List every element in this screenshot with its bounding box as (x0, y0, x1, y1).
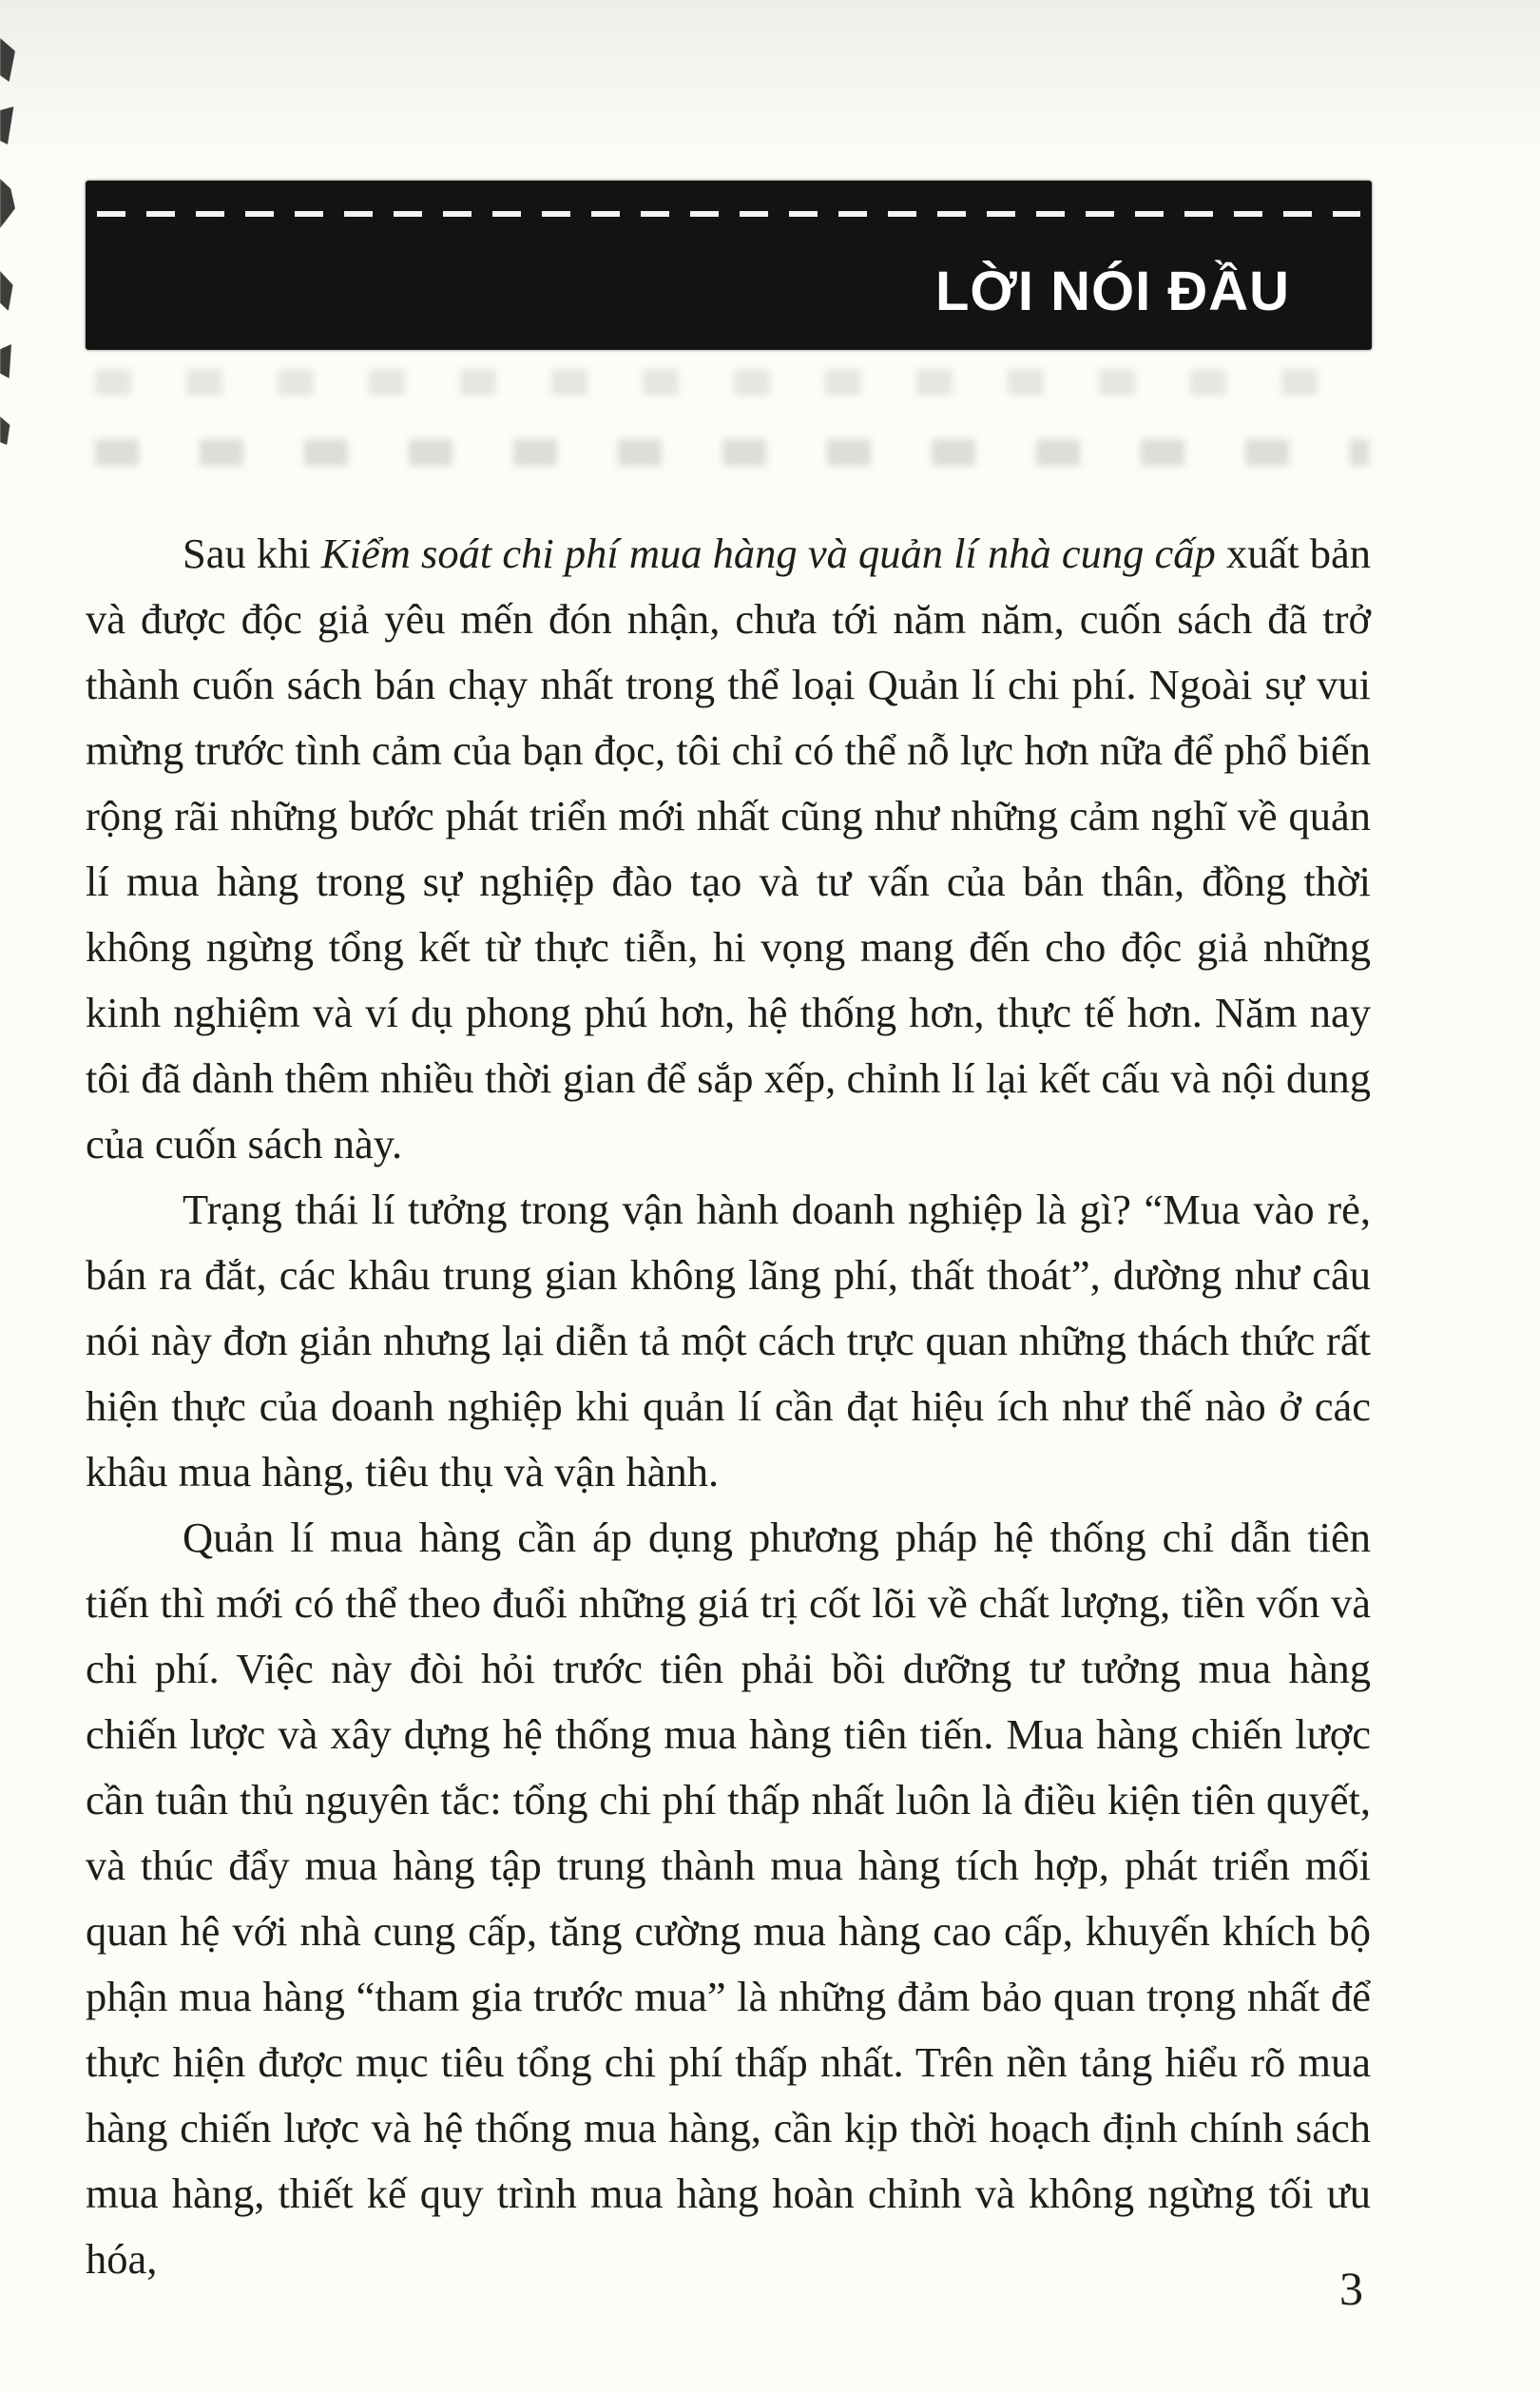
scan-artifact (0, 38, 15, 82)
chapter-header-band (86, 181, 1372, 350)
book-title-reference: Kiểm soát chi phí mua hàng và quản lí nhà cung cấp (320, 530, 1216, 577)
scan-artifact (0, 179, 15, 228)
paragraph: Trạng thái lí tưởng trong vận hành doanh nghiệp là gì? “Mua vào rẻ, bán ra đắt, các khâu trung gian không lãng phí, thất thoát”, dường như câu nói này đơn giản nhưng lại diễn tả một cách trực quan những thách thức rất hiện thực của doanh nghiệp khi quản lí cần đạt hiệu ích như thế nào ở các khâu mua hàng, tiêu thụ và vận hành. (86, 1186, 1371, 1495)
scan-artifact (0, 344, 15, 378)
paragraph-text: xuất bản và được độc giả yêu mến đón nhận, chưa tới năm năm, cuốn sách đã trở thành cuốn sách bán chạy nhất trong thể loại Quản lí chi phí. Ngoài sự vui mừng trước tình cảm của bạn đọc, tôi chỉ có thể nỗ lực hơn nữa để phổ biến rộng rãi những bước phát triển mới nhất cũng như những cảm nghĩ về quản lí mua hàng trong sự nghiệp đào tạo và tư vấn của bản thân, đồng thời không ngừng tổng kết từ thực tiễn, hi vọng mang đến cho độc giả những kinh nghiệm và ví dụ phong phú hơn, hệ thống hơn, thực tế hơn. Năm nay tôi đã dành thêm nhiều thời gian để sắp xếp, chỉnh lí lại kết cấu và nội dung của cuốn sách này. (86, 530, 1371, 1167)
scan-artifact (0, 416, 15, 445)
paragraph: Quản lí mua hàng cần áp dụng phương pháp hệ thống chỉ dẫn tiên tiến thì mới có thể theo đuổi những giá trị cốt lõi về chất lượng, tiền vốn và chi phí. Việc này đòi hỏi trước tiên phải bồi dưỡng tư tưởng mua hàng chiến lược và xây dựng hệ thống mua hàng tiên tiến. Mua hàng chiến lược cần tuân thủ nguyên tắc: tổng chi phí thấp nhất luôn là điều kiện tiên quyết, và thúc đẩy mua hàng tập trung thành mua hàng tích hợp, phát triển mối quan hệ với nhà cung cấp, tăng cường mua hàng cao cấp, khuyến khích bộ phận mua hàng “tham gia trước mua” là những đảm bảo quan trọng nhất để thực hiện được mục tiêu tổng chi phí thấp nhất. Trên nền tảng hiểu rõ mua hàng chiến lược và hệ thống mua hàng, cần kịp thời hoạch định chính sách mua hàng, thiết kế quy trình mua hàng hoàn chỉnh và không ngừng tối ưu hóa, (86, 1514, 1371, 2283)
page-number: 3 (1339, 2262, 1363, 2315)
dashed-divider (97, 211, 1360, 217)
chapter-title: LỜI NÓI ĐẦU (934, 260, 1290, 322)
paragraph-text: Sau khi (183, 530, 321, 577)
scan-artifact (0, 271, 15, 311)
paragraph (86, 521, 1371, 1177)
bleed-through-artifact (95, 369, 1369, 395)
scan-artifact (0, 106, 15, 145)
body-text (86, 521, 1371, 2292)
bleed-through-artifact (95, 439, 1369, 466)
